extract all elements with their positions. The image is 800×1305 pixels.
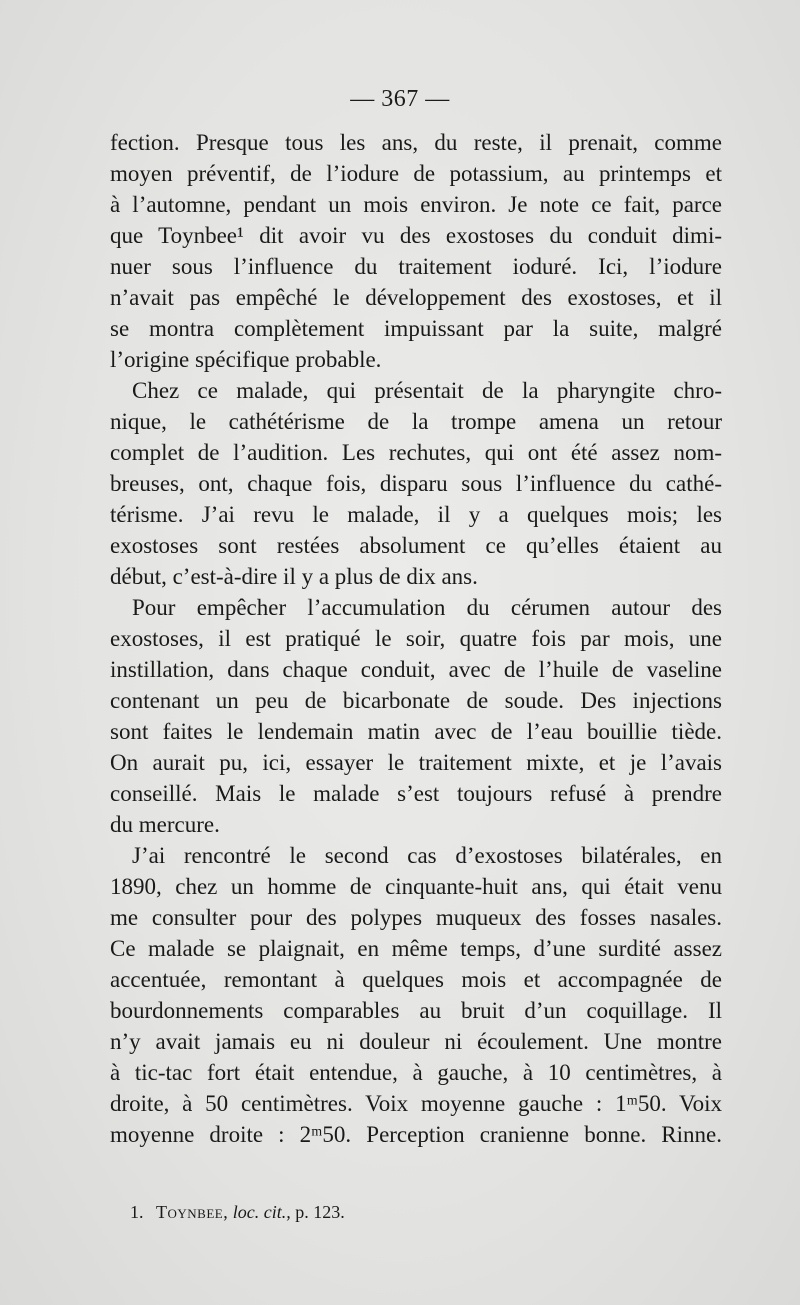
paragraph [110, 127, 722, 375]
text-line: nuer sous l’influence du traitement ioduré. Ici, l’iodure [110, 254, 722, 279]
text-line: droite, à 50 centimètres. Voix moyenne gauche : 1ᵐ50. Voix [110, 1091, 722, 1116]
text-line: bourdonnements comparables au bruit d’un coquillage. Il [110, 998, 722, 1023]
text-line: moyenne droite : 2ᵐ50. Perception cranienne bonne. Rinne. [110, 1122, 722, 1147]
footnote-page: p. 123. [295, 1202, 345, 1222]
paragraph [110, 592, 722, 840]
text-line: à l’automne, pendant un mois environ. Je note ce fait, parce [110, 192, 722, 217]
text-line: accentuée, remontant à quelques mois et accompagnée de [110, 967, 722, 992]
text-line: que Toynbee¹ dit avoir vu des exostoses du conduit dimi- [110, 223, 722, 248]
text-line: Chez ce malade, qui présentait de la pharyngite chro- [132, 378, 722, 403]
text-line: me consulter pour des polypes muqueux des fosses nasales. [110, 905, 722, 930]
text-line: J’ai rencontré le second cas d’exostoses bilatérales, en [132, 843, 722, 868]
text-line: n’y avait jamais eu ni douleur ni écoulement. Une montre [110, 1029, 722, 1054]
body-text [110, 127, 722, 1150]
text-line: du mercure. [110, 812, 220, 837]
footnote-author: Toynbee, [156, 1202, 229, 1222]
text-line: l’origine spécifique probable. [110, 347, 382, 372]
paragraph [110, 840, 722, 1150]
text-line: exostoses, il est pratiqué le soir, quatre fois par mois, une [110, 626, 722, 651]
text-line: nique, le cathétérisme de la trompe amena un retour [110, 409, 722, 434]
text-line: Ce malade se plaignait, en même temps, d’une surdité assez [110, 936, 722, 961]
text-line: exostoses sont restées absolument ce qu’elles étaient au [110, 533, 722, 558]
text-line: instillation, dans chaque conduit, avec de l’huile de vaseline [110, 657, 722, 682]
text-line: contenant un peu de bicarbonate de soude. Des injections [110, 688, 722, 713]
page-number: — 367 — [350, 86, 450, 112]
text-line: moyen préventif, de l’iodure de potassium, au printemps et [110, 161, 722, 186]
text-line: Pour empêcher l’accumulation du cérumen autour des [132, 595, 722, 620]
text-line: On aurait pu, ici, essayer le traitement mixte, et je l’avais [110, 750, 722, 775]
text-line: se montra complètement impuissant par la suite, malgré [110, 316, 722, 341]
paragraph [110, 375, 722, 592]
text-line: sont faites le lendemain matin avec de l’eau bouillie tiède. [110, 719, 722, 744]
footnote-reference: loc. cit., [232, 1202, 291, 1222]
footnote [130, 1202, 345, 1223]
text-line: début, c’est-à-dire il y a plus de dix ans. [110, 564, 478, 589]
text-line: 1890, chez un homme de cinquante-huit ans, qui était venu [110, 874, 722, 899]
text-line: térisme. J’ai revu le malade, il y a quelques mois; les [110, 502, 722, 527]
text-line: fection. Presque tous les ans, du reste, il prenait, comme [110, 130, 722, 155]
text-line: breuses, ont, chaque fois, disparu sous l’influence du cathé- [110, 471, 722, 496]
text-line: à tic-tac fort était entendue, à gauche, à 10 centimètres, à [110, 1060, 722, 1085]
text-line: conseillé. Mais le malade s’est toujours refusé à prendre [110, 781, 722, 806]
text-line: n’avait pas empêché le développement des exostoses, et il [110, 285, 722, 310]
text-line: complet de l’audition. Les rechutes, qui ont été assez nom- [110, 440, 722, 465]
footnote-number: 1. [130, 1202, 144, 1222]
